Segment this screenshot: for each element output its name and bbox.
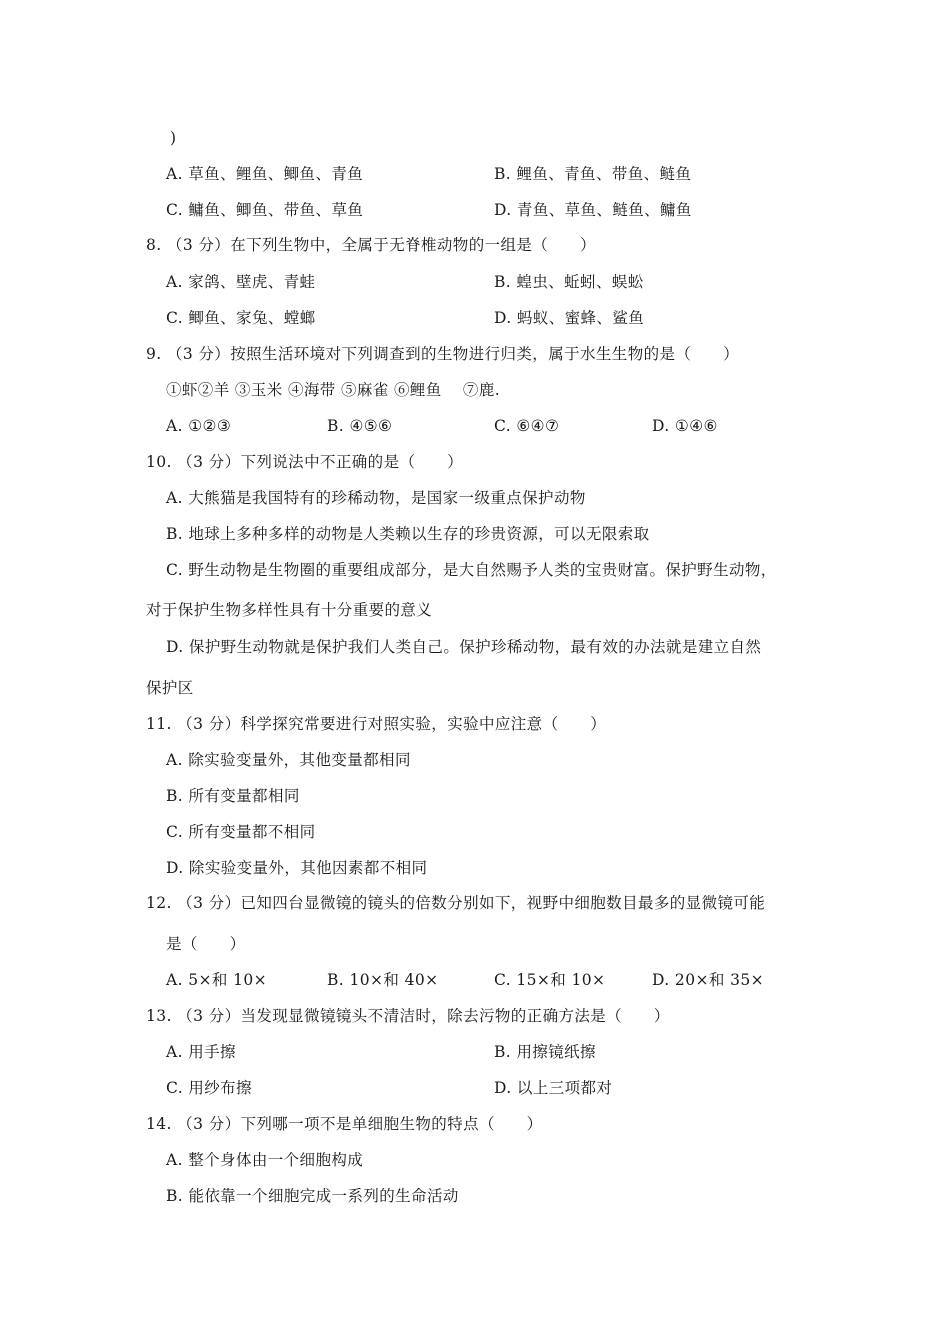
q12-stem-line2: 是（ ） bbox=[166, 935, 246, 953]
q9-items: ①虾②羊 ③玉米 ④海带 ⑤麻雀 ⑥鲤鱼 ⑦鹿. bbox=[166, 381, 501, 399]
q10-option-d-line2: 保护区 bbox=[146, 679, 194, 697]
q12-option-a: A. 5×和 10× bbox=[166, 971, 268, 989]
q10-option-c-line2: 对于保护生物多样性具有十分重要的意义 bbox=[146, 601, 433, 619]
q14-option-a: A. 整个身体由一个细胞构成 bbox=[166, 1151, 364, 1169]
q9-option-a: A. ①②③ bbox=[166, 417, 232, 435]
q12-stem-line1: 12. （3 分）已知四台显微镜的镜头的倍数分别如下，视野中细胞数目最多的显微镜可能 bbox=[146, 894, 766, 912]
q9-option-b: B. ④⑤⑥ bbox=[327, 417, 393, 435]
q10-option-a: A. 大熊猫是我国特有的珍稀动物，是国家一级重点保护动物 bbox=[166, 489, 586, 507]
q8-option-b: B. 蝗虫、蚯蚓、蜈蚣 bbox=[494, 273, 644, 291]
q12-option-b: B. 10×和 40× bbox=[327, 971, 439, 989]
q7-option-a: A. 草鱼、鲤鱼、鲫鱼、青鱼 bbox=[166, 165, 364, 183]
q9-option-c: C. ⑥④⑦ bbox=[494, 417, 560, 435]
q13-stem: 13. （3 分）当发现显微镜镜头不清洁时，除去污物的正确方法是（ ） bbox=[146, 1007, 670, 1025]
q10-option-c-line1: C. 野生动物是生物圈的重要组成部分，是大自然赐予人类的宝贵财富。保护野生动物， bbox=[166, 561, 777, 579]
q11-option-a: A. 除实验变量外，其他变量都相同 bbox=[166, 751, 411, 769]
q8-option-c: C. 鲫鱼、家兔、螳螂 bbox=[166, 309, 316, 327]
q11-option-d: D. 除实验变量外，其他因素都不相同 bbox=[166, 859, 428, 877]
q10-option-d-line1: D. 保护野生动物就是保护我们人类自己。保护珍稀动物，最有效的办法就是建立自然 bbox=[166, 638, 762, 656]
q12-option-c: C. 15×和 10× bbox=[494, 971, 606, 989]
q10-stem: 10. （3 分）下列说法中不正确的是（ ） bbox=[146, 453, 464, 471]
q7-option-c: C. 鳙鱼、鲫鱼、带鱼、草鱼 bbox=[166, 201, 364, 219]
q8-option-a: A. 家鸽、壁虎、青蛙 bbox=[166, 273, 316, 291]
q8-option-d: D. 蚂蚁、蜜蜂、鲨鱼 bbox=[494, 309, 645, 327]
q12-option-d: D. 20×和 35× bbox=[652, 971, 764, 989]
q9-stem: 9. （3 分）按照生活环境对下列调查到的生物进行归类，属于水生生物的是（ ） bbox=[146, 345, 740, 363]
q7-stem-continuation: ) bbox=[170, 129, 177, 147]
q7-option-d: D. 青鱼、草鱼、鲢鱼、鳙鱼 bbox=[494, 201, 692, 219]
q13-option-b: B. 用擦镜纸擦 bbox=[494, 1043, 596, 1061]
q11-stem: 11. （3 分）科学探究常要进行对照实验，实验中应注意（ ） bbox=[146, 715, 607, 733]
q10-option-b: B. 地球上多种多样的动物是人类赖以生存的珍贵资源，可以无限索取 bbox=[166, 525, 650, 543]
q9-option-d: D. ①④⑥ bbox=[652, 417, 718, 435]
q13-option-c: C. 用纱布擦 bbox=[166, 1079, 252, 1097]
q7-option-b: B. 鲤鱼、青鱼、带鱼、鲢鱼 bbox=[494, 165, 692, 183]
q11-option-c: C. 所有变量都不相同 bbox=[166, 823, 316, 841]
q8-stem: 8. （3 分）在下列生物中，全属于无脊椎动物的一组是（ ） bbox=[146, 236, 596, 254]
q13-option-a: A. 用手擦 bbox=[166, 1043, 236, 1061]
q11-option-b: B. 所有变量都相同 bbox=[166, 787, 300, 805]
q14-stem: 14. （3 分）下列哪一项不是单细胞生物的特点（ ） bbox=[146, 1115, 543, 1133]
q13-option-d: D. 以上三项都对 bbox=[494, 1079, 613, 1097]
q14-option-b: B. 能依靠一个细胞完成一系列的生命活动 bbox=[166, 1187, 459, 1205]
